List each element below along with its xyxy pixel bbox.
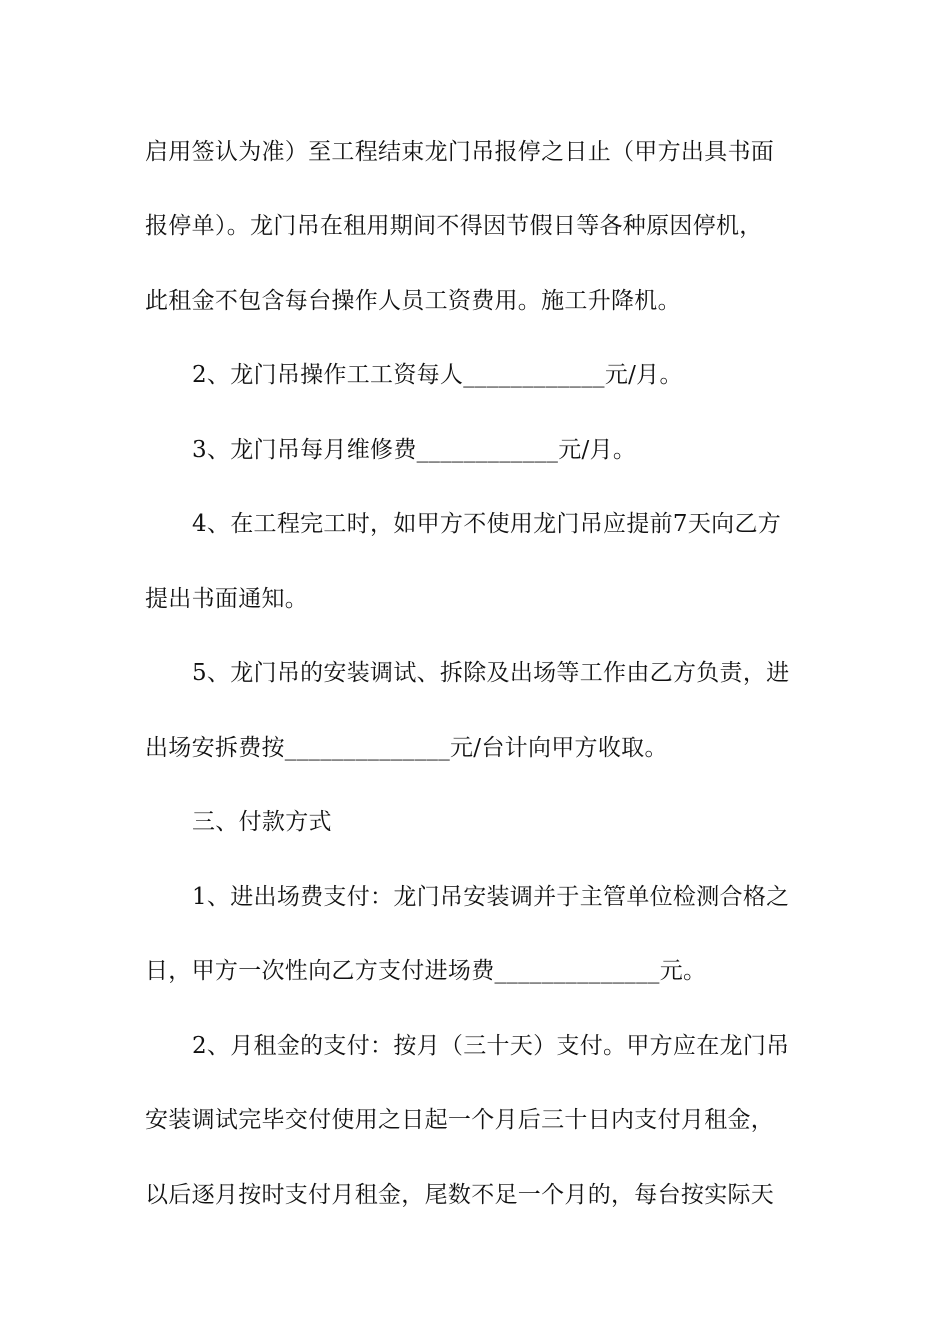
paragraph-line: 此租金不包含每台操作人员工资费用。施工升降机。 <box>145 288 681 314</box>
paragraph-line: 1、进出场费支付：龙门吊安装调并于主管单位检测合格之 <box>192 884 790 910</box>
paragraph-line: 3、龙门吊每月维修费____________元/月。 <box>192 437 637 463</box>
section-heading: 三、付款方式 <box>192 809 332 835</box>
paragraph-line: 启用签认为准）至工程结束龙门吊报停之日止（甲方出具书面 <box>145 139 775 165</box>
paragraph-line: 安装调试完毕交付使用之日起一个月后三十日内支付月租金， <box>145 1107 775 1133</box>
paragraph-line: 2、龙门吊操作工工资每人____________元/月。 <box>192 362 683 388</box>
paragraph-line: 4、在工程完工时，如甲方不使用龙门吊应提前7天向乙方 <box>192 511 782 537</box>
paragraph-line: 日，甲方一次性向乙方支付进场费______________元。 <box>145 958 707 984</box>
paragraph-line: 出场安拆费按______________元/台计向甲方收取。 <box>145 735 668 761</box>
paragraph-line: 以后逐月按时支付月租金，尾数不足一个月的，每台按实际天 <box>145 1182 775 1208</box>
paragraph-line: 5、龙门吊的安装调试、拆除及出场等工作由乙方负责，进 <box>192 660 790 686</box>
paragraph-line: 报停单）。龙门吊在租用期间不得因节假日等各种原因停机， <box>145 213 763 239</box>
paragraph-line: 2、月租金的支付：按月（三十天）支付。甲方应在龙门吊 <box>192 1033 790 1059</box>
paragraph-line: 提出书面通知。 <box>145 586 309 612</box>
